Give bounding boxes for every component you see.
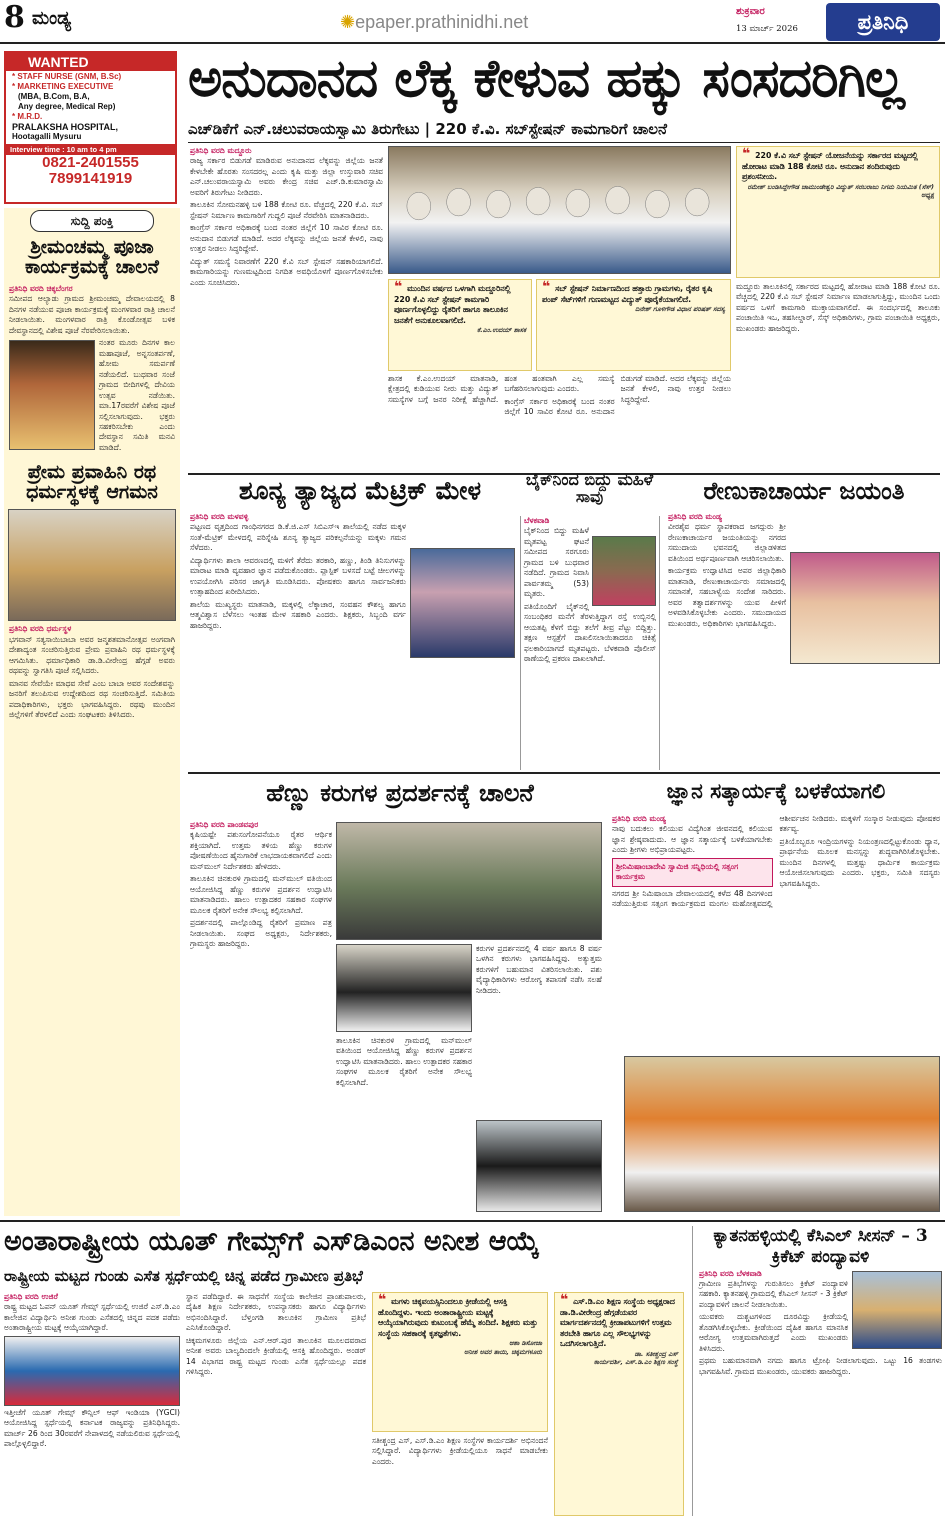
cattle-photo <box>336 822 602 940</box>
quote-text: ಮಗಳು ಚಿಕ್ಕವಯಸ್ಸಿನಿಂದಲೂ ಕ್ರೀಡೆಯಲ್ಲಿ ಆಸಕ್ತಿ ಹೊಂದಿದ್ದಳು. ಇಂದು ಅಂತಾರಾಷ್ಟ್ರೀಯ ಮಟ್ಟಕ್ಕೆ ಆಯ್ಕೆಯಾಗಿರುವುದು ಕುಟುಂಬಕ್ಕೆ ಹೆಮ್ಮೆ ತಂದಿದೆ. ಶಿಕ್ಷಕರು ಮತ್ತು ಸಂಸ್ಥೆಯ ಸಹಕಾರಕ್ಕೆ ಕೃತಜ್ಞತೆಗಳು. <box>378 1297 538 1338</box>
page-number: 8 <box>4 0 25 35</box>
story-text: ಕಾರ್ಯಕ್ರಮ ಉದ್ಘಾಟಿಸಿದ ಅಪರ ಜಿಲ್ಲಾಧಿಕಾರಿ ಮಾತನಾಡಿ, ರೇಣುಕಾಚಾರ್ಯರು ಸಮಾಜದಲ್ಲಿ ಸಮಾನತೆ, ಸಹಬಾಳ್ವೆಯ ಸಂದೇಶ ಸಾರಿದರು. ಅವರ ತತ್ವಾದರ್ಶಗಳನ್ನು ಯುವ ಪೀಳಿಗೆ ಅಳವಡಿಸಿಕೊಳ್ಳಬೇಕು ಎಂದರು. ಸಮುದಾಯದ ಮುಖಂಡರು, ಅಧಿಕಾರಿಗಳು ಭಾಗವಹಿಸಿದ್ದರು. <box>668 566 786 628</box>
story-text: ಚಿಕ್ಕಮಗಳೂರು ಜಿಲ್ಲೆಯ ಎನ್.ಆರ್.ಪುರ ತಾಲೂಕಿನ ಮೂಲದವರಾದ ಅನೀಶ ಅವರು ಬಾಲ್ಯದಿಂದಲೇ ಕ್ರೀಡೆಯಲ್ಲಿ ಆಸಕ್ತಿ ಹೊಂದಿದ್ದರು. ಅಂಡರ್ 14 ವಿಭಾಗದ ರಾಷ್ಟ್ರ ಮಟ್ಟದ ಗುಂಡು ಎಸೆತ ಸ್ಪರ್ಧೆಯಲ್ಲೂ ಪದಕ ಗಳಿಸಿದ್ದರು. <box>186 1335 366 1377</box>
story-text: ರಾಷ್ಟ್ರ ಮಟ್ಟದ ಓಪನ್ ಯೂತ್ ಗೇಮ್ಸ್ ಸ್ಪರ್ಧೆಯಲ್ಲಿ ಉಜಿರೆ ಎಸ್.ಡಿ.ಎಂ ಕಾಲೇಜಿನ ವಿದ್ಯಾರ್ಥಿನಿ ಅನೀಶ ಗುಂಡು ಎಸೆತದಲ್ಲಿ ಚಿನ್ನದ ಪದಕ ಪಡೆದು ಅಂತಾರಾಷ್ಟ್ರೀಯ ಮಟ್ಟಕ್ಕೆ ಆಯ್ಕೆಯಾಗಿದ್ದಾರೆ. <box>4 1302 180 1333</box>
youth-col-1 <box>4 1292 180 1516</box>
story-text: ಕಾಂಗ್ರೆಸ್ ಸರ್ಕಾರ ಅಧಿಕಾರಕ್ಕೆ ಬಂದ ನಂತರ ಜಿಲ್ಲೆಗೆ 10 ಸಾವಿರ ಕೋಟಿ ರೂ. ಅನುದಾನ ಬಿಡುಗಡೆ ಮಾಡಿದೆ. ಅದರ ಲೆಕ್ಕವನ್ನು ಜಿಲ್ಲೆಯ ಜನತೆ ಕೇಳಲಿ, ನಾವು ಉತ್ತರ ನೀಡಲು ಸಿದ್ಧರಿದ್ದೇವೆ. <box>190 223 383 254</box>
brand-logo: ಪ್ರತಿನಿಧಿ <box>826 3 940 41</box>
story-text: ಪ್ರಥಮ ಬಹುಮಾನವಾಗಿ ನಗದು ಹಾಗೂ ಟ್ರೋಫಿ ನೀಡಲಾಗುವುದು. ಒಟ್ಟು 16 ತಂಡಗಳು ಭಾಗವಹಿಸಿವೆ. ಗ್ರಾಮದ ಮುಖಂಡರು, ಯುವಕರು ಹಾಜರಿದ್ದರು. <box>699 1356 942 1376</box>
story-headline: ಶ್ರೀಮಂಚಮ್ಮ ಪೂಜಾ ಕಾರ್ಯಕ್ರಮಕ್ಕೆ ಚಾಲನೆ <box>25 236 159 278</box>
quote-byline: ಆಶಾ ಡಿಸೋಜಾ <box>509 1339 542 1348</box>
section-title: ಸುದ್ದಿ ಪಂಕ್ತಿ <box>30 210 154 232</box>
quote-icon: ❝ <box>378 1292 392 1308</box>
story-headline: ಜ್ಞಾನ ಸತ್ಕಾರ್ಯಕ್ಕೆ ಬಳಕೆಯಾಗಲಿ <box>666 778 886 803</box>
story-text: ಮಾನವ ಸೇವೆಯೇ ಮಾಧವ ಸೇವೆ ಎಂಬ ಬಾಬಾ ಅವರ ಸಂದೇಶವನ್ನು ಜನರಿಗೆ ತಲುಪಿಸುವ ಉದ್ದೇಶದಿಂದ ರಥ ಸಂಚರಿಸುತ್ತಿದೆ. ಸಮಿತಿಯ ಪದಾಧಿಕಾರಿಗಳು, ಭಕ್ತರು ಭಾಗವಹಿಸಿದ್ದರು. ರಥವು ಮುಂದಿನ ಜಿಲ್ಲೆಗಳಿಗೆ ತೆರಳಲಿದೆ ಎಂದು ಸಂಘಟಕರು ತಿಳಿಸಿದರು. <box>9 678 175 719</box>
jnana-story <box>612 814 940 1050</box>
story-text: ಸತೀಶ್ಚಂದ್ರ ಎಸ್, ಎಸ್.ಡಿ.ಎಂ ಶಿಕ್ಷಣ ಸಂಸ್ಥೆಗಳ ಕಾರ್ಯದರ್ಶಿ ಅಭಿನಂದನೆ ಸಲ್ಲಿಸಿದ್ದಾರೆ. ವಿದ್ಯಾರ್ಥಿಗಳು ಕ್ರೀಡೆಯಲ್ಲಿಯೂ ಸಾಧನೆ ಮಾಡಬೇಕು ಎಂದರು. <box>372 1436 548 1466</box>
story-text: ಕೃಷಿಯಷ್ಟೇ ಪಶುಸಂಗೋಪನೆಯೂ ರೈತರ ಆರ್ಥಿಕ ಶಕ್ತಿಯಾಗಿದೆ. ಉತ್ತಮ ತಳಿಯ ಹೆಣ್ಣು ಕರುಗಳ ಪೋಷಣೆಯಿಂದ ಹೈನುಗಾರಿಕೆ ಲಾಭದಾಯಕವಾಗಲಿದೆ ಎಂದು ಮನ್‌ಮುಲ್ ನಿರ್ದೇಶಕರು ಹೇಳಿದರು. <box>190 830 332 871</box>
quote-box <box>536 279 731 371</box>
lead-column-2 <box>388 374 731 470</box>
victim-photo <box>592 536 656 606</box>
story-text: ಯುವಕರು ದುಶ್ಚಟಗಳಿಂದ ದೂರವಿದ್ದು ಕ್ರೀಡೆಯಲ್ಲಿ ತೊಡಗಿಸಿಕೊಳ್ಳಬೇಕು. ಕ್ರೀಡೆಯಿಂದ ದೈಹಿಕ ಹಾಗೂ ಮಾನಸಿಕ ಆರೋಗ್ಯ ಉತ್ತಮವಾಗಿರುತ್ತದೆ ಎಂದು ಮುಖಂಡರು ತಿಳಿಸಿದರು. <box>699 1312 848 1353</box>
story-headline: ಅಂತಾರಾಷ್ಟ್ರೀಯ ಯೂತ್ ಗೇಮ್ಸ್‌ಗೆ ಎಸ್‌ಡಿಎಂನ ಅನೀಶ ಆಯ್ಕೆ <box>4 1226 540 1257</box>
story-headline: ಕ್ಯಾತನಹಳ್ಳಿಯಲ್ಲಿ ಕೆಸಿಎಲ್ ಸೀಸನ್ – 3 ಕ್ರಿಕೆಟ್ ಪಂದ್ಯಾವಳಿ <box>713 1226 928 1268</box>
story-text: ವಿದ್ಯಾರ್ಥಿಗಳು ಶಾಲಾ ಆವರಣದಲ್ಲಿ ಮಳಿಗೆ ತೆರೆದು ತರಕಾರಿ, ಹಣ್ಣು, ತಿಂಡಿ ತಿನಿಸುಗಳನ್ನು ಮಾರಾಟ ಮಾಡಿ ವ್ಯವಹಾರ ಜ್ಞಾನ ಪಡೆದುಕೊಂಡರು. ಪ್ಲಾಸ್ಟಿಕ್ ಬಳಸದೆ ಬಟ್ಟೆ ಚೀಲಗಳನ್ನು ಉಪಯೋಗಿಸಿ ಪರಿಸರ ಜಾಗೃತಿ ಮೂಡಿಸಿದರು. ಪೋಷಕರು ಹಾಗೂ ಸಾರ್ವಜನಿಕರು ಉತ್ಸಾಹದಿಂದ ಖರೀದಿಸಿದರು. <box>190 555 406 597</box>
cattle-text-bottom <box>336 1036 472 1212</box>
story-text: ಭಗವಾನ್ ಸತ್ಯಸಾಯಿಬಾಬಾ ಅವರ ಜನ್ಮಶತಮಾನೋತ್ಸವ ಅಂಗವಾಗಿ ದೇಶಾದ್ಯಂತ ಸಂಚರಿಸುತ್ತಿರುವ ಪ್ರೇಮ ಪ್ರವಾಹಿನಿ ರಥ ಧರ್ಮಸ್ಥಳಕ್ಕೆ ಆಗಮಿಸಿತು. ಧರ್ಮಾಧಿಕಾರಿ ಡಾ.ಡಿ.ವೀರೇಂದ್ರ ಹೆಗ್ಗಡೆ ಅವರು ರಥವನ್ನು ಸ್ವಾಗತಿಸಿ ಪೂಜೆ ಸಲ್ಲಿಸಿದರು. <box>9 634 175 676</box>
story-text: ತಾಲೂಕಿನ ಚಿನಕುರಳಿ ಗ್ರಾಮದಲ್ಲಿ ಮನ್‌ಮುಲ್ ವತಿಯಿಂದ ಆಯೋಜಿಸಿದ್ದ ಹೆಣ್ಣು ಕರುಗಳ ಪ್ರದರ್ಶನ ಉದ್ಘಾಟಿಸಿ ಮಾತನಾಡಿದರು. ಹಾಲು ಉತ್ಪಾದಕರ ಸಹಕಾರ ಸಂಘಗಳ ಮೂಲಕ ರೈತರಿಗೆ ಅನೇಕ ಸೌಲಭ್ಯ ಕಲ್ಪಿಸಲಾಗಿದೆ. <box>190 874 332 915</box>
dateline: ಪ್ರತಿನಿಧಿ ವರದಿ ಉಜಿರೆ <box>4 1292 58 1301</box>
dateline: ಪ್ರತಿನಿಧಿ ವರದಿ ಪಾಂಡವಪುರ <box>190 820 259 829</box>
story-text: ಕರುಗಳ ಪ್ರದರ್ಶನದಲ್ಲಿ 4 ವರ್ಷ ಹಾಗೂ 8 ವರ್ಷ ಒಳಗಿನ ಕರುಗಳು ಭಾಗವಹಿಸಿದ್ದವು. ಅತ್ಯುತ್ತಮ ಕರುಗಳಿಗೆ ಬಹುಮಾನ ವಿತರಿಸಲಾಯಿತು. ಪಶು ವೈದ್ಯಾಧಿಕಾರಿಗಳು ಆರೋಗ್ಯ ತಪಾಸಣೆ ನಡೆಸಿ ಸಲಹೆ ನೀಡಿದರು. <box>476 944 602 995</box>
dateline: ಪ್ರತಿನಿಧಿ ವರದಿ ಬೆಳಕವಾಡಿ <box>699 1268 762 1278</box>
dateline: ಪ್ರತಿನಿಧಿ ವರದಿ ಮಂಡ್ಯ <box>668 512 722 521</box>
story-text: ಮದ್ದೂರು ತಾಲೂಕಿನಲ್ಲಿ ಸರ್ಕಾರದ ಮಟ್ಟದಲ್ಲಿ ಹೋರಾಟ ಮಾಡಿ 188 ಕೋಟಿ ರೂ. ವೆಚ್ಚದಲ್ಲಿ 220 ಕೆ.ವಿ ಸಬ್ ಸ್ಟೇಷನ್ ನಿರ್ಮಾಣ ಮಾಡಲಾಗುತ್ತಿದ್ದು, ಮುಂದಿನ ಒಂದು ವರ್ಷದ ಒಳಗೆ ಕಾಮಗಾರಿ ಮುಕ್ತಾಯವಾಗಲಿದೆ. ಈ ಸಂದರ್ಭದಲ್ಲಿ ತಾಲೂಕು ಪಂಚಾಯಿತಿ ಇಒ, ತಹಸೀಲ್ದಾರ್, ಸೆಸ್ಕ್ ಅಧಿಕಾರಿಗಳು, ಗ್ರಾಮ ಪಂಚಾಯಿತಿ ಅಧ್ಯಕ್ಷರು, ಮುಖಂಡರು ಹಾಜರಿದ್ದರು. <box>736 282 940 333</box>
cricket-story <box>692 1226 942 1516</box>
lead-photo <box>388 146 731 274</box>
story-text: ತಾಲೂಕಿನ ಚಿನಕುರಳಿ ಗ್ರಾಮದಲ್ಲಿ ಮನ್‌ಮುಲ್ ವತಿಯಿಂದ ಆಯೋಜಿಸಿದ್ದ ಹೆಣ್ಣು ಕರುಗಳ ಪ್ರದರ್ಶನ ಉದ್ಘಾಟಿಸಿ ಮಾತನಾಡಿದರು. ಹಾಲು ಉತ್ಪಾದಕರ ಸಹಕಾರ ಸಂಘಗಳ ಮೂಲಕ ರೈತರಿಗೆ ಅನೇಕ ಸೌಲಭ್ಯ ಕಲ್ಪಿಸಲಾಗಿದೆ. <box>336 1036 472 1087</box>
quote-text: ಮುಂದಿನ ವರ್ಷದ ಒಳಗಾಗಿ ಮದ್ದೂರಿನಲ್ಲಿ 220 ಕೆ.ವಿ ಸಬ್ ಸ್ಟೇಷನ್ ಕಾಮಗಾರಿ ಪೂರ್ಣಗೊಳ್ಳಲಿದ್ದು ರೈತರಿಗೆ ಹಾಗೂ ತಾಲೂಕಿನ ಜನತೆಗೆ ಅನುಕೂಲವಾಗಲಿದೆ. <box>394 284 511 325</box>
ad-time: Interview time : 10 am to 4 pm <box>6 144 175 155</box>
quote-byline: ಅನೀಶ ಅವರ ತಾಯಿ, ಚಿಕ್ಕಮಗಳೂರು <box>464 1347 542 1356</box>
story-text: ಪಟ್ಟಣದ ವೃತ್ತದಿಂದ ಗಾಂಧಿನಗರದ ಡಿ.ಕೆ.ಜಿ.ಎಸ್ ಸಿಬಿಎಸ್‌ಇ ಶಾಲೆಯಲ್ಲಿ ನಡೆದ ಮಕ್ಕಳ ಸಂತೆ-ಮೆಟ್ರಿಕ್ ಮೇಳದಲ್ಲಿ ಪರಿಸ್ನೇಹಿ ಶೂನ್ಯ ತ್ಯಾಜ್ಯದ ಪರಿಕಲ್ಪನೆಯನ್ನು ಮಕ್ಕಳು ಗಮನ ಸೆಳೆದರು. <box>190 522 406 553</box>
story-text: ಇತ್ತೀಚೆಗೆ ಯೂತ್ ಗೇಮ್ಸ್ ಕೌನ್ಸಿಲ್ ಆಫ್ ಇಂಡಿಯಾ (YGCI) ಆಯೋಜಿಸಿದ್ದ ಸ್ಪರ್ಧೆಯಲ್ಲಿ ಕರ್ನಾಟಕ ರಾಜ್ಯವನ್ನು ಪ್ರತಿನಿಧಿಸಿದ್ದರು. ಮಾರ್ಚ್ 26 ರಿಂದ 30ರವರೆಗೆ ನೇಪಾಳದಲ್ಲಿ ನಡೆಯಲಿರುವ ಸ್ಪರ್ಧೆಯಲ್ಲಿ ಪಾಲ್ಗೊಳ್ಳಲಿದ್ದಾರೆ. <box>4 1407 180 1449</box>
quote-byline: ದಿನೇಶ್ ಗೂಳಿಗೌಡ ವಿಧಾನ ಪರಿಷತ್ ಸದಸ್ಯ <box>635 305 725 314</box>
students-photo <box>410 548 515 658</box>
ad-city: Hootagalli Mysuru <box>12 132 82 141</box>
ad-line: Any degree, Medical Rep) <box>18 102 116 111</box>
story-text: ಸಮೀಪದ ಆಲ್ಯಾಡು ಗ್ರಾಮದ ಶ್ರೀಮಂಚಮ್ಮ ದೇವಾಲಯದಲ್ಲಿ 8 ದಿನಗಳ ನಡೆಯುವ ಪೂಜಾ ಕಾರ್ಯಕ್ರಮಕ್ಕೆ ಮಂಗಳವಾರ ರಾತ್ರಿ ಚಾಲನೆ ನೀಡಲಾಯಿತು. ಮಂಗಳವಾರ ರಾತ್ರಿ ಕೊಂಡೋತ್ಸವ ಬಳಿಕ ದೇವಸ್ಥಾನದಲ್ಲಿ ವಿಶೇಷ ಪೂಜೆ ನೆರವೇರಿಸಲಾಯಿತು. <box>9 294 175 335</box>
athlete-photo <box>4 1336 180 1406</box>
divider <box>188 772 940 774</box>
dateline: ಪ್ರತಿನಿಧಿ ವರದಿ ಧರ್ಮಸ್ಥಳ <box>9 624 72 634</box>
story-text: ಸ್ಥಾನ ಪಡೆದಿದ್ದಾರೆ. ಈ ಸಾಧನೆಗೆ ಸಂಸ್ಥೆಯ ಕಾಲೇಜಿನ ಪ್ರಾಂಶುಪಾಲರು, ದೈಹಿಕ ಶಿಕ್ಷಣ ನಿರ್ದೇಶಕರು, ಉಪನ್ಯಾಸಕರು ಹಾಗೂ ವಿದ್ಯಾರ್ಥಿಗಳು ಅಭಿನಂದಿಸಿದ್ದಾರೆ. ಬೆಳ್ತಂಗಡಿ ತಾಲೂಕಿನ ಗ್ರಾಮೀಣ ಪ್ರತಿಭೆ ಎನಿಸಿಕೊಂಡಿದ್ದಾರೆ. <box>186 1292 366 1333</box>
story-text: ತಾಲೂಕಿನ ಸೋಮನಹಳ್ಳಿ ಬಳಿ 188 ಕೋಟಿ ರೂ. ವೆಚ್ಚದಲ್ಲಿ 220 ಕೆ.ವಿ. ಸಬ್ ಸ್ಟೇಷನ್ ನಿರ್ಮಾಣ ಕಾಮಗಾರಿಗೆ ಗುದ್ದಲಿ ಪೂಜೆ ನೆರವೇರಿಸಿ ಮಾತನಾಡಿದರು. <box>190 200 383 220</box>
quote-byline: ರಮೇಶ್ ಬಂಡಿಸಿದ್ದೇಗೌಡ ಚಾಮುಂಡೇಶ್ವರಿ ವಿದ್ಯುತ್ ಸರಬರಾಜು ನಿಗಮ ನಿಯಮಿತ (ಸೆಸ್) ಅಧ್ಯಕ್ಷ <box>747 182 934 200</box>
ad-line: * M.R.D. <box>12 112 43 121</box>
sun-icon: ✺ <box>340 12 356 32</box>
story-headline: ಬೈಕ್‌ನಿಂದ ಬಿದ್ದು ಮಹಿಳೆ ಸಾವು <box>525 470 654 506</box>
dateline: ಪ್ರತಿನಿಧಿ ವರದಿ ಮದ್ದೂರು <box>190 146 252 155</box>
quote-icon: ❝ <box>542 279 556 295</box>
quote-box <box>388 279 532 371</box>
quote-text: 220 ಕೆ.ವಿ ಸಬ್ ಸ್ಟೇಷನ್ ಯೋಜನೆಯನ್ನು ಸರ್ಕಾರದ ಮಟ್ಟದಲ್ಲಿ ಹೋರಾಟ ಮಾಡಿ 188 ಕೋಟಿ ರೂ. ಅನುದಾನ ತಂದಿರುವುದು ಪ್ರಶಂಸನೀಯ. <box>742 151 918 182</box>
bike-story <box>520 516 660 770</box>
ad-line: * MARKETING EXECUTIVE <box>12 82 114 91</box>
ad-title: WANTED <box>6 53 175 71</box>
masthead <box>0 0 945 44</box>
renuka-story <box>668 512 940 770</box>
temple-photo <box>9 340 95 450</box>
story-text: ಪ್ರತಿಯೊಬ್ಬರೂ ಇಂದ್ರಿಯಗಳನ್ನು ನಿಯಂತ್ರಣದಲ್ಲಿಟ್ಟುಕೊಂಡು ಧ್ಯಾನ, ಪ್ರಾರ್ಥನೆಯ ಮೂಲಕ ಮನಸ್ಸನ್ನು ಶುದ್ಧವಾಗಿರಿಸಿಕೊಳ್ಳಬೇಕು. ಮುಂದಿನ ದಿನಗಳಲ್ಲಿ ಮತ್ತಷ್ಟು ಧಾರ್ಮಿಕ ಕಾರ್ಯಕ್ರಮ ಆಯೋಜಿಸಲಾಗುವುದು ಎಂದರು. ಭಕ್ತರು, ಸಮಿತಿ ಸದಸ್ಯರು ಭಾಗವಹಿಸಿದ್ದರು. <box>779 836 940 888</box>
quote-box <box>372 1292 548 1432</box>
story-text: ಕಾಂಗ್ರೆಸ್ ಸರ್ಕಾರ ಅಧಿಕಾರಕ್ಕೆ ಬಂದ ನಂತರ ಜಿಲ್ಲೆಗೆ 10 ಸಾವಿರ ಕೋಟಿ ರೂ. ಅನುದಾನ ಬಿಡುಗಡೆ ಮಾಡಿದೆ. ಅದರ ಲೆಕ್ಕವನ್ನು ಜಿಲ್ಲೆಯ ಜನತೆ ಕೇಳಲಿ, ನಾವು ಉತ್ತರ ನೀಡಲು ಸಿದ್ಧರಿದ್ದೇವೆ. <box>504 374 731 417</box>
quote-box <box>554 1292 684 1516</box>
ad-phone: 0821-2401555 <box>42 154 139 171</box>
ceremony-photo <box>790 552 940 664</box>
quote-box <box>736 146 940 278</box>
story-text: ಶಾಲೆಯ ಮುಖ್ಯಸ್ಥರು ಮಾತನಾಡಿ, ಮಕ್ಕಳಲ್ಲಿ ಲೆಕ್ಕಾಚಾರ, ಸಂವಹನ ಕೌಶಲ್ಯ ಹಾಗೂ ಆತ್ಮವಿಶ್ವಾಸ ಬೆಳೆಸಲು ಇಂತಹ ಮೇಳ ಸಹಕಾರಿ ಎಂದರು. ಶಿಕ್ಷಕರು, ಸಿಬ್ಬಂದಿ ವರ್ಗ ಹಾಜರಿದ್ದರು. <box>190 599 406 630</box>
quote-icon: ❝ <box>560 1292 574 1308</box>
quote-byline: ಕಾರ್ಯದರ್ಶಿ, ಎಸ್.ಡಿ.ಎಂ ಶಿಕ್ಷಣ ಸಂಸ್ಥೆ <box>593 1358 678 1367</box>
dateline: ಪ್ರತಿನಿಧಿ ವರದಿ ಮಂಡ್ಯ <box>612 814 666 823</box>
quote-byline: ಕೆ.ಎಂ.ಉದಯ್ ಶಾಸಕ <box>477 326 526 335</box>
story-text: ನಗರದ ಶ್ರೀ ನಿಮಿಷಾಂಬಾ ದೇವಾಲಯದಲ್ಲಿ ಕಳೆದ 48 ದಿನಗಳಿಂದ ನಡೆಯುತ್ತಿರುವ ಸತ್ಸಂಗ ಕಾರ್ಯಕ್ರಮದ ಮಂಗಲ ಮಹೋತ್ಸವದಲ್ಲಿ ಆಶೀರ್ವಚನ ನೀಡಿದರು. ಮಕ್ಕಳಿಗೆ ಸಂಸ್ಕಾರ ನೀಡುವುದು ಪೋಷಕರ ಕರ್ತವ್ಯ. <box>612 814 940 909</box>
divider <box>188 142 940 143</box>
ad-phone: 7899141919 <box>48 170 133 187</box>
quote-text: ಸಬ್ ಸ್ಟೇಷನ್ ನಿರ್ಮಾಣದಿಂದ ಹತ್ತಾರು ಗ್ರಾಮಗಳು, ರೈತರ ಕೃಷಿ ಪಂಪ್ ಸೆಟ್‌ಗಳಿಗೆ ಗುಣಮಟ್ಟದ ವಿದ್ಯುತ್ ಪೂರೈಕೆಯಾಗಲಿದೆ. <box>542 284 713 304</box>
quote-icon: ❝ <box>394 279 408 295</box>
lead-column-1 <box>190 146 383 290</box>
story-headline: ರೇಣುಕಾಚಾರ್ಯ ಜಯಂತಿ <box>703 476 905 505</box>
story-subheadline: ರಾಷ್ಟ್ರೀಯ ಮಟ್ಟದ ಗುಂಡು ಎಸೆತ ಸ್ಪರ್ಧೆಯಲ್ಲಿ ಚಿನ್ನ ಪಡೆದ ಗ್ರಾಮೀಣ ಪ್ರತಿಭೆ <box>4 1267 363 1285</box>
weekday: ಶುಕ್ರವಾರ <box>736 6 765 17</box>
story-text: ನಂತರ ಮೂರು ದಿನಗಳ ಕಾಲ ಮಹಾಪೂಜೆ, ಅನ್ನಸಂತರ್ಪಣೆ, ಹೋಮ ಸಮರ್ಪಣೆ ನಡೆಯಲಿದೆ. ಬುಧವಾರ ಸಂಜೆ ಗ್ರಾಮದ ಬೀದಿಗಳಲ್ಲಿ ದೇವಿಯ ಉತ್ಸವ ನಡೆಯಿತು. ಮಾ.17ರವರೆಗೆ ವಿಶೇಷ ಪೂಜೆ ಸಲ್ಲಿಸಲಾಗುವುದು. ಭಕ್ತರು ಸಹಕರಿಸಬೇಕು ಎಂದು ದೇವಸ್ಥಾನ ಸಮಿತಿ ಮನವಿ ಮಾಡಿದೆ. <box>99 338 175 452</box>
chariot-photo <box>8 509 176 621</box>
cricket-photo <box>852 1271 942 1349</box>
quote-byline: ಡಾ. ಸತೀಶ್ಚಂದ್ರ ಎಸ್ <box>634 1349 678 1358</box>
lead-subheadline: ಎಚ್‌ಡಿಕೆಗೆ ಎನ್.ಚಲುವರಾಯಸ್ವಾಮಿ ತಿರುಗೇಟು | 220 ಕೆ.ವಿ. ಸಬ್‌ಸ್ಟೇಷನ್ ಕಾಮಗಾರಿಗೆ ಚಾಲನೆ <box>188 120 667 138</box>
calf-photo <box>476 1120 602 1212</box>
ad-line: (MBA, B.Com, B.A, <box>18 92 90 101</box>
calves-photo <box>336 944 472 1032</box>
cattle-text-left <box>190 820 332 1212</box>
story-text: ವೀರಶೈವ ಧರ್ಮ ಸ್ಥಾಪಕರಾದ ಜಗದ್ಗುರು ಶ್ರೀ ರೇಣುಕಾಚಾರ್ಯರ ಜಯಂತಿಯನ್ನು ನಗರದ ಸಮುದಾಯ ಭವನದಲ್ಲಿ ಜಿಲ್ಲಾಡಳಿತದ ವತಿಯಿಂದ ಅರ್ಥಪೂರ್ಣವಾಗಿ ಆಚರಿಸಲಾಯಿತು. <box>668 522 786 563</box>
story-text: ಪತಿಯೊಂದಿಗೆ ಬೈಕ್‌ನಲ್ಲಿ ಸಂಬಂಧಿಕರ ಮನೆಗೆ ತೆರಳುತ್ತಿದ್ದಾಗ ರಸ್ತೆ ಉಬ್ಬಿನಲ್ಲಿ ಆಯತಪ್ಪಿ ಕೆಳಗೆ ಬಿದ್ದು ತಲೆಗೆ ತೀವ್ರ ಪೆಟ್ಟು ಬಿದ್ದಿತ್ತು. ತಕ್ಷಣ ಆಸ್ಪತ್ರೆಗೆ ದಾಖಲಿಸಲಾಯಿತಾದರೂ ಚಿಕಿತ್ಸೆ ಫಲಕಾರಿಯಾಗದೆ ಮೃತಪಟ್ಟರು. ಬೆಳಕವಾಡಿ ಪೊಲೀಸ್ ಠಾಣೆಯಲ್ಲಿ ಪ್ರಕರಣ ದಾಖಲಾಗಿದೆ. <box>524 601 656 664</box>
epaper-url: ✺epaper.prathinidhi.net <box>340 12 529 32</box>
story-text: ನಾವು ಬದುಕಲು ಕಲಿಯುವ ವಿದ್ಯೆಗಿಂತ ಜೀವನದಲ್ಲಿ ಕಲಿಯುವ ಜ್ಞಾನ ಶ್ರೇಷ್ಠವಾದುದು. ಆ ಜ್ಞಾನ ಸತ್ಕಾರ್ಯಕ್ಕೆ ಬಳಕೆಯಾಗಬೇಕು ಎಂದು ಶ್ರೀಗಳು ಅಭಿಪ್ರಾಯಪಟ್ಟರು. <box>612 824 773 855</box>
story-text: ಗ್ರಾಮೀಣ ಪ್ರತಿಭೆಗಳನ್ನು ಗುರುತಿಸಲು ಕ್ರಿಕೆಟ್ ಪಂದ್ಯಾವಳಿ ಸಹಕಾರಿ. ಕ್ಯಾತನಹಳ್ಳಿ ಗ್ರಾಮದಲ್ಲಿ ಕೆಸಿಎಲ್ ಸೀಸನ್ - 3 ಕ್ರಿಕೆಟ್ ಪಂದ್ಯಾವಳಿಗೆ ಚಾಲನೆ ನೀಡಲಾಯಿತು. <box>699 1278 848 1309</box>
divider <box>0 1220 945 1222</box>
cattle-text-right <box>476 944 602 1116</box>
date: 13 ಮಾರ್ಚ್ 2026 <box>736 24 798 34</box>
youth-col-2 <box>186 1292 366 1516</box>
district-name: ಮಂಡ್ಯ <box>32 8 72 29</box>
youth-col-3 <box>372 1436 548 1516</box>
wanted-ad <box>4 51 177 204</box>
lead-headline: ಅನುದಾನದ ಲೆಕ್ಕ ಕೇಳುವ ಹಕ್ಕು ಸಂಸದರಿಗಿಲ್ಲ <box>188 48 904 109</box>
story-headline: ಪ್ರೇಮ ಪ್ರವಾಹಿನಿ ರಥ ಧರ್ಮಸ್ಥಳಕ್ಕೆ ಆಗಮನ <box>26 461 158 504</box>
ad-line: * STAFF NURSE (GNM, B.Sc) <box>12 72 122 81</box>
dateline: ಪ್ರತಿನಿಧಿ ವರದಿ ಚಿಕ್ಕಬೆಂಗರ <box>9 283 73 293</box>
ad-hospital: PRALAKSHA HOSPITAL, <box>12 122 119 132</box>
lead-column-3 <box>736 282 940 470</box>
sudhi-pankti-column <box>4 208 180 1216</box>
dateline: ಬೆಳಕವಾಡಿ <box>524 516 550 525</box>
story-text: ಶಾಸಕ ಕೆ.ಎಂ.ಉದಯ್ ಮಾತನಾಡಿ, ಕ್ಷೇತ್ರದಲ್ಲಿ ಕುಡಿಯುವ ನೀರು ಮತ್ತು ವಿದ್ಯುತ್ ಸಮಸ್ಯೆಗಳ ಬಗ್ಗೆ ಜನರ ನಿರೀಕ್ಷೆ ಹೆಚ್ಚಾಗಿದೆ. ಹಂತ ಹಂತವಾಗಿ ಎಲ್ಲ ಸಮಸ್ಯೆ ಬಗೆಹರಿಸಲಾಗುವುದು ಎಂದರು. <box>388 374 615 404</box>
quote-icon: ❝ <box>742 146 756 162</box>
metric-story <box>190 512 515 770</box>
dateline: ಪ್ರತಿನಿಧಿ ವರದಿ ಮಳವಳ್ಳಿ <box>190 512 249 521</box>
info-box: ಶ್ರೀನಿಮಿಷಾಂಬಾದೇವಿ ಸ್ವಾಮಿಜಿ ಸನ್ನಿಧಿಯಲ್ಲಿ ಸತ್ಸಂಗ ಕಾರ್ಯಕ್ರಮ <box>612 858 773 887</box>
quote-text: ಎಸ್.ಡಿ.ಎಂ ಶಿಕ್ಷಣ ಸಂಸ್ಥೆಯ ಅಧ್ಯಕ್ಷರಾದ ಡಾ.ಡಿ.ವೀರೇಂದ್ರ ಹೆಗ್ಗಡೆಯವರ ಮಾರ್ಗದರ್ಶನದಲ್ಲಿ ಕ್ರೀಡಾಪಟುಗಳಿಗೆ ಉತ್ತಮ ತರಬೇತಿ ಹಾಗೂ ಎಲ್ಲ ಸೌಲಭ್ಯಗಳನ್ನು ಒದಗಿಸಲಾಗುತ್ತಿದೆ. <box>560 1297 675 1349</box>
story-text: ಬೈಕ್‌ನಿಂದ ಬಿದ್ದು ಮಹಿಳೆ ಮೃತಪಟ್ಟ ಘಟನೆ ಸಮೀಪದ ಸರಗೂರು ಗ್ರಾಮದ ಬಳಿ ಬುಧವಾರ ನಡೆದಿದೆ. ಗ್ರಾಮದ ನಿವಾಸಿ ಪಾರ್ವತಮ್ಮ (53) ಮೃತರು. <box>524 526 589 599</box>
story-headline: ಶೂನ್ಯ ತ್ಯಾಜ್ಯದ ಮೆಟ್ರಿಕ್ ಮೇಳ <box>238 476 482 505</box>
satsang-photo <box>624 1056 940 1212</box>
story-text: ವಿದ್ಯುತ್ ಸಮಸ್ಯೆ ನಿವಾರಣೆಗೆ 220 ಕೆ.ವಿ ಸಬ್ ಸ್ಟೇಷನ್ ಸಹಕಾರಿಯಾಗಲಿದೆ. ಕಾಮಗಾರಿಯನ್ನು ಗುಣಮಟ್ಟದಿಂದ ನಿಗದಿತ ಅವಧಿಯೊಳಗೆ ಪೂರ್ಣಗೊಳಿಸಬೇಕು ಎಂದು ಸೂಚಿಸಿದರು. <box>190 256 383 287</box>
story-text: ಪ್ರದರ್ಶನದಲ್ಲಿ ಪಾಲ್ಗೊಂಡಿದ್ದ ರೈತರಿಗೆ ಪ್ರಮಾಣ ಪತ್ರ ನೀಡಲಾಯಿತು. ಸಂಘದ ಅಧ್ಯಕ್ಷರು, ನಿರ್ದೇಶಕರು, ಗ್ರಾಮಸ್ಥರು ಹಾಜರಿದ್ದರು. <box>190 918 332 949</box>
story-text: ರಾಜ್ಯ ಸರ್ಕಾರ ಬಿಡುಗಡೆ ಮಾಡಿರುವ ಅನುದಾನದ ಲೆಕ್ಕವನ್ನು ಜಿಲ್ಲೆಯ ಜನತೆ ಕೇಳಬೇಕೇ ಹೊರತು ಸಂಸದರಲ್ಲ ಎಂದು ಕೃಷಿ ಮತ್ತು ಜಿಲ್ಲಾ ಉಸ್ತುವಾರಿ ಸಚಿವ ಎನ್.ಚಲುವರಾಯಸ್ವಾಮಿ ಅವರು ಕೇಂದ್ರ ಸಚಿವ ಎಚ್.ಡಿ.ಕುಮಾರಸ್ವಾಮಿ ಅವರಿಗೆ ತಿರುಗೇಟು ನೀಡಿದರು. <box>190 156 383 197</box>
story-headline: ಹೆಣ್ಣು ಕರುಗಳ ಪ್ರದರ್ಶನಕ್ಕೆ ಚಾಲನೆ <box>266 778 534 807</box>
